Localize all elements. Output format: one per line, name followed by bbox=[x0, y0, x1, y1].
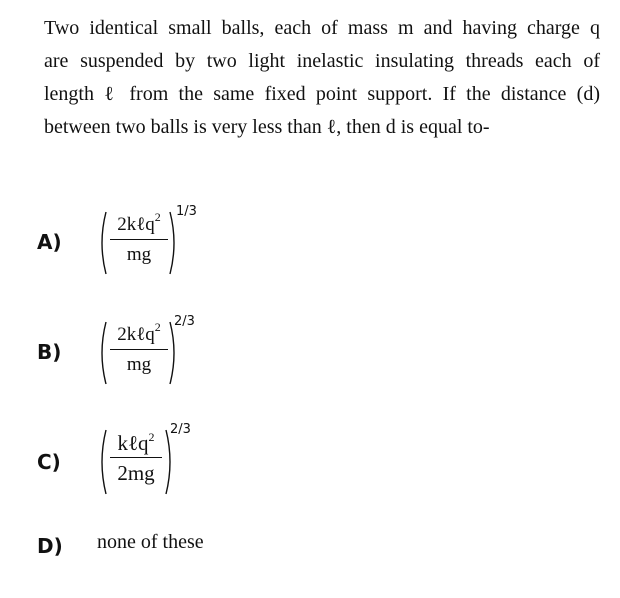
exponent: 2/3 bbox=[174, 314, 195, 329]
question-text bbox=[44, 12, 600, 144]
fraction bbox=[110, 320, 168, 376]
option-c-formula[interactable] bbox=[96, 422, 206, 498]
question-line: between two balls is very less than ℓ, then d is equal to- bbox=[44, 116, 490, 138]
numerator: 2kℓq$^2$ bbox=[117, 320, 161, 345]
fraction-bar bbox=[110, 239, 168, 240]
numerator: kℓq$^2$ bbox=[117, 430, 155, 455]
fraction bbox=[110, 432, 162, 484]
option-b-formula[interactable] bbox=[96, 314, 206, 388]
option-d-label[interactable]: D) bbox=[37, 534, 63, 558]
option-b-label[interactable]: B) bbox=[37, 340, 62, 364]
exponent: 1/3 bbox=[176, 204, 197, 219]
fraction-bar bbox=[110, 457, 162, 458]
denominator: mg bbox=[126, 354, 152, 375]
question-line: are suspended by two light inelastic insulating threads each of bbox=[44, 50, 600, 72]
option-c-label[interactable]: C) bbox=[37, 450, 61, 474]
option-d-text[interactable]: none of these bbox=[97, 531, 204, 553]
option-a-formula[interactable] bbox=[96, 204, 206, 278]
numerator: 2kℓq$^2$ bbox=[117, 210, 161, 235]
denominator: mg bbox=[126, 244, 152, 265]
question-line: length ℓ from the same fixed point support. If the distance (d) bbox=[44, 83, 600, 105]
denominator: 2mg bbox=[117, 461, 155, 485]
question-line: Two identical small balls, each of mass m and having charge q bbox=[44, 17, 600, 39]
fraction bbox=[110, 210, 168, 266]
option-a-label[interactable]: A) bbox=[37, 230, 62, 254]
fraction-bar bbox=[110, 349, 168, 350]
exponent: 2/3 bbox=[170, 422, 191, 437]
